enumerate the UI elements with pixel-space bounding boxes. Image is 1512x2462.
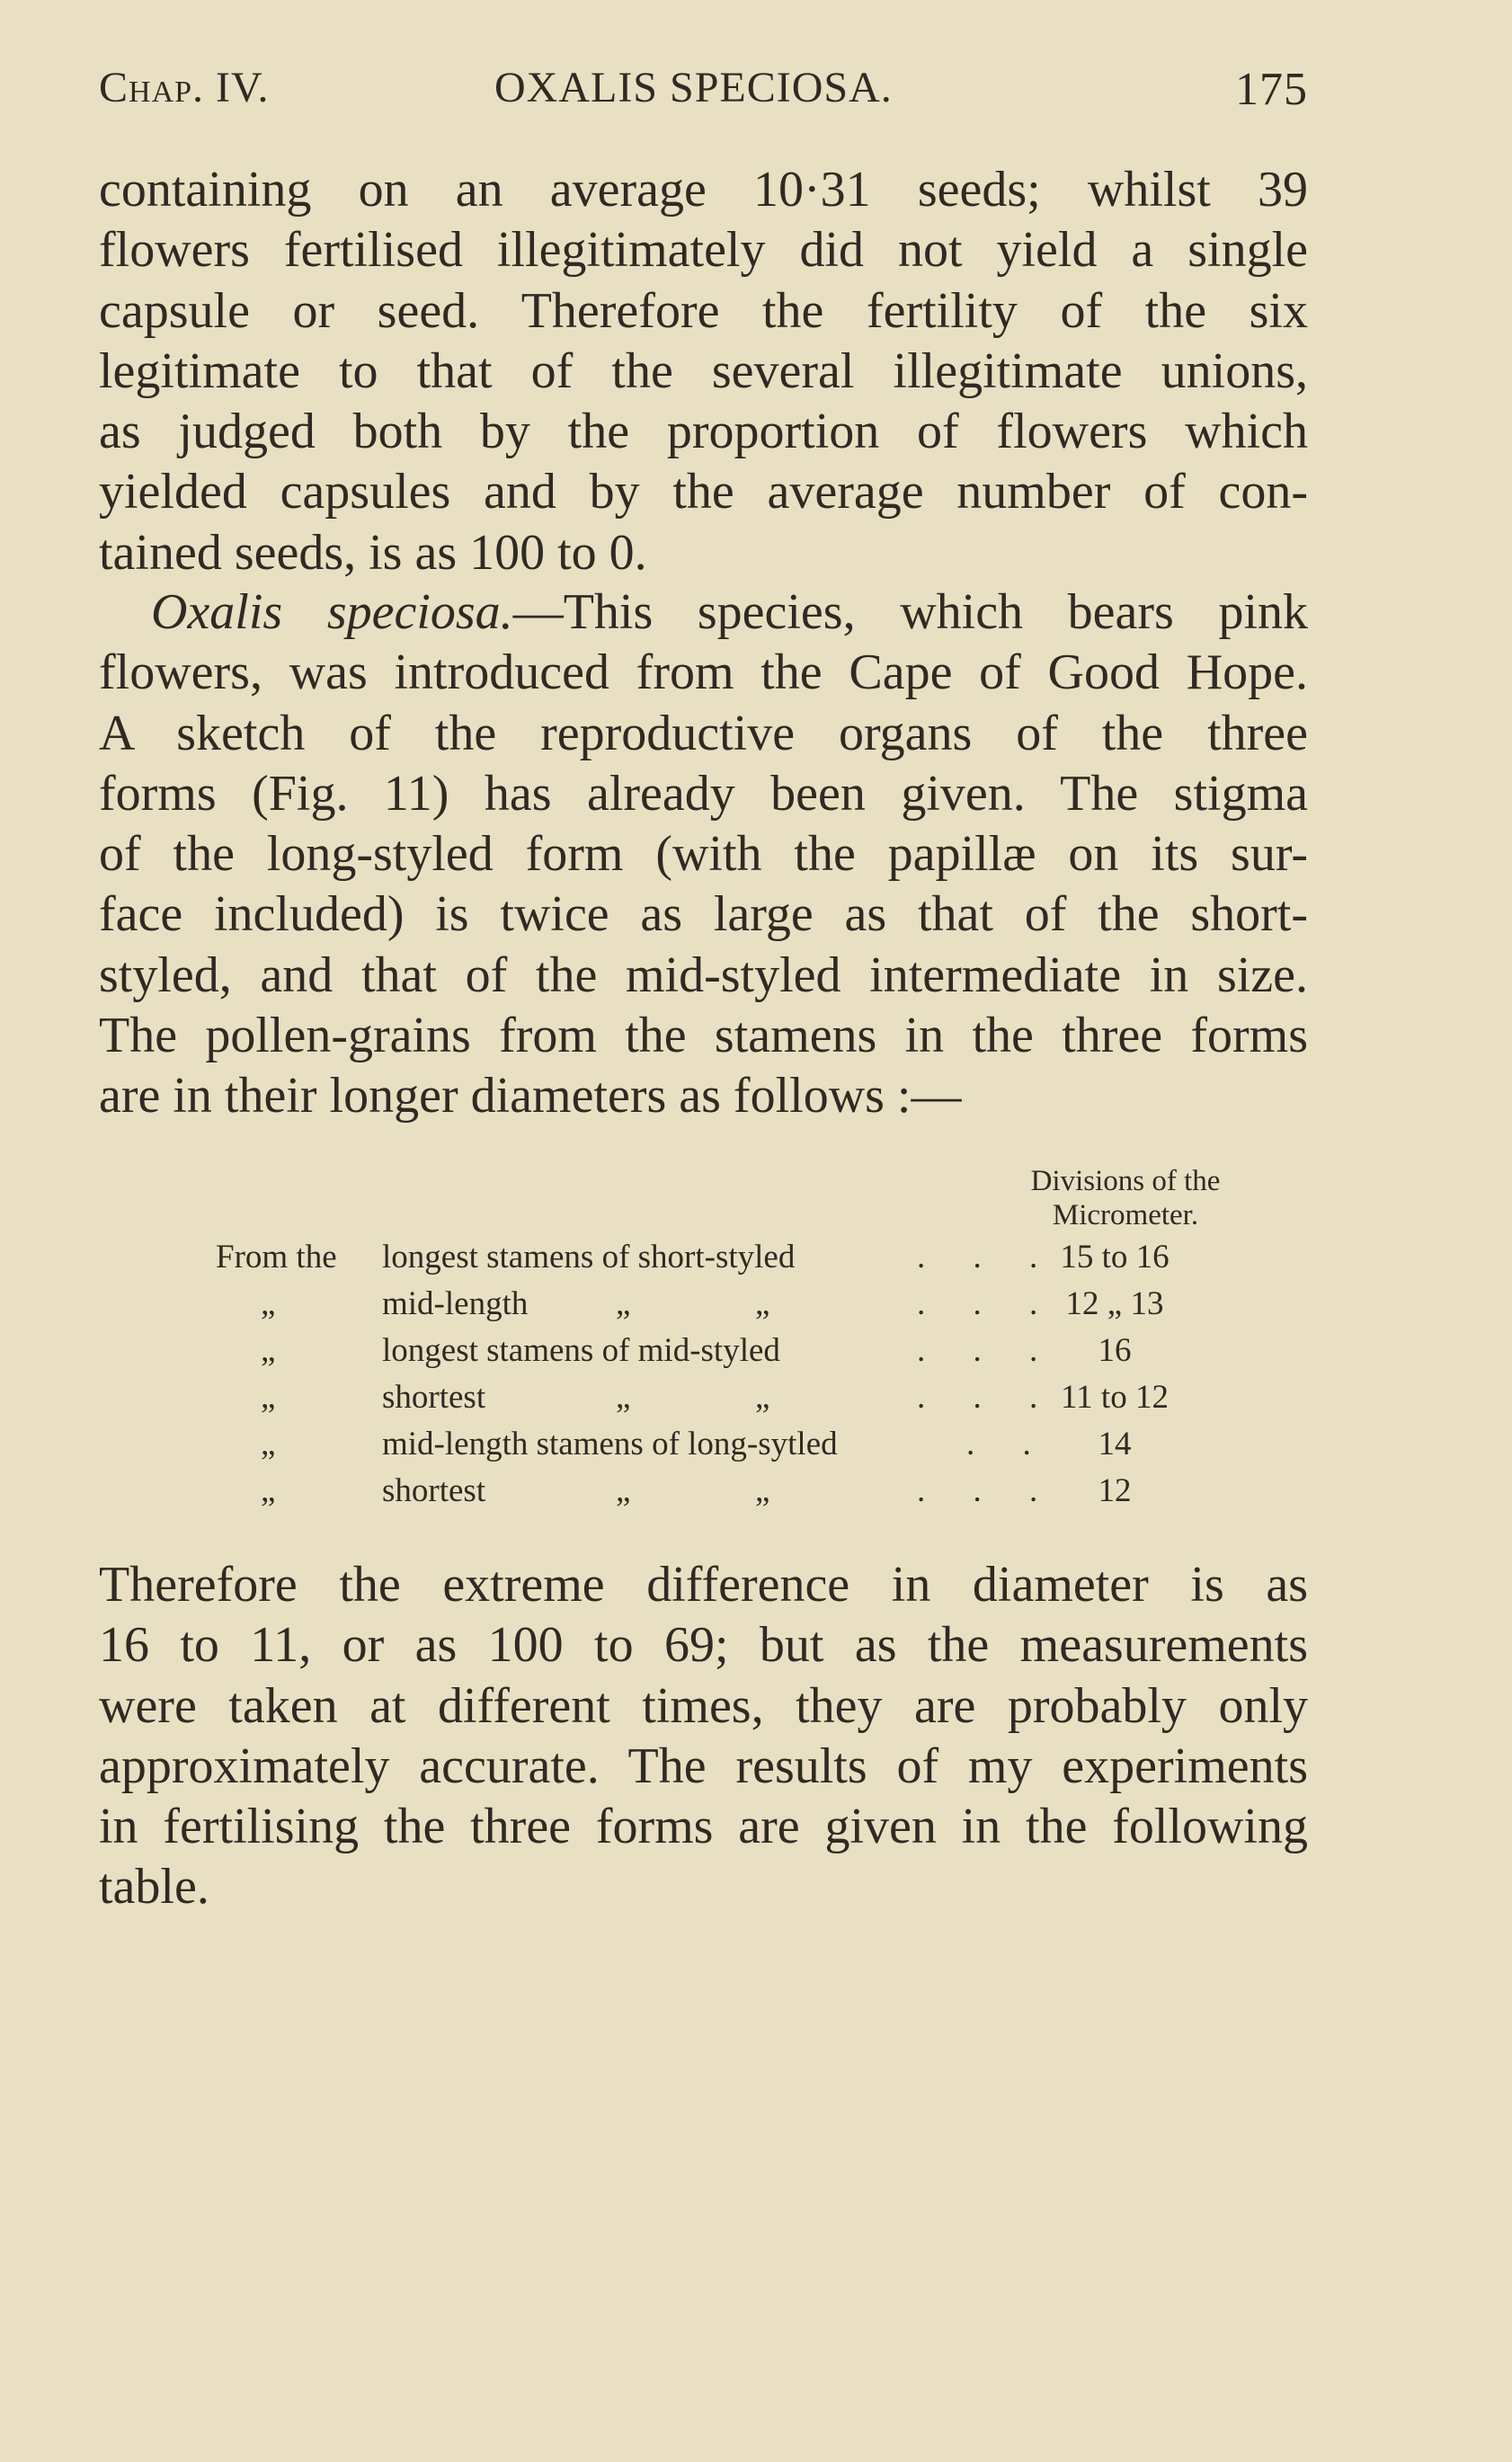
running-title: OXALIS SPECIOSA. [494,64,893,111]
text-line: of the long-styled form (with the papillæ on its sur- [99,826,1308,883]
ditto-mark: „ [755,1285,770,1322]
ditto-mark: „ [616,1285,631,1322]
text-line: tained seeds, is as 100 to 0. [99,524,647,581]
table-row [216,1238,1223,1283]
text-line: flowers fertilised illegitimately did not yield a single [99,222,1308,279]
table-row [216,1284,1223,1329]
ditto-mark: „ [261,1379,276,1416]
ditto-mark: „ [616,1379,631,1416]
leader-dots: . . . [917,1332,1058,1369]
row-prefix: From the [216,1239,337,1275]
text-line: yielded capsules and by the average number of con- [99,464,1308,520]
text-line: were taken at different times, they are probably only [99,1677,1308,1734]
text-line: table. [99,1859,209,1915]
text-line: The pollen-grains from the stamens in the three forms [99,1008,1308,1064]
text-line: are in their longer diameters as follows :— [99,1068,962,1124]
ditto-mark: „ [261,1426,276,1462]
leader-dots: . . . [917,1285,1058,1322]
table-row [216,1331,1223,1376]
ditto-mark: „ [616,1472,631,1509]
table-row [216,1471,1223,1516]
table-column-header [1009,1164,1242,1232]
row-value: 12 „ 13 [1065,1285,1164,1322]
text-line: Therefore the extreme difference in diameter is as [99,1557,1308,1613]
table-row [216,1425,1223,1470]
leader-dots: . . . [917,1379,1058,1416]
ditto-mark: „ [755,1472,770,1509]
text-line: in fertilising the three forms are given in the following [99,1799,1308,1855]
ditto-mark: „ [261,1285,276,1322]
text-fragment: —This species, which bears pink [512,584,1308,640]
text-line: approximately accurate. The results of my experiments [99,1738,1308,1794]
text-line: 16 to 11, or as 100 to 69; but as the measurements [99,1617,1308,1674]
text-line: containing on an average 10·31 seeds; whilst 39 [99,162,1308,218]
text-line: styled, and that of the mid-styled intermediate in size. [99,947,1308,1003]
header-line: Micrometer. [1052,1199,1199,1231]
leader-dots: . . . [917,1239,1058,1275]
species-name: Oxalis speciosa. [151,584,513,640]
text-line: as judged both by the proportion of flowers which [99,404,1308,460]
row-label: shortest [382,1379,486,1416]
paragraph-oxalis-speciosa [99,582,1308,1127]
ditto-mark: „ [755,1379,770,1416]
ditto-mark: „ [261,1332,276,1369]
paragraph-continuation [99,160,1308,583]
text-line: A sketch of the reproductive organs of the three [99,705,1308,761]
row-label: mid-length [382,1285,529,1322]
header-line: Divisions of the [1030,1165,1221,1197]
text-line: face included) is twice as large as that of the short- [99,886,1308,943]
leader-dots: . . . [917,1472,1058,1509]
row-value: 16 [1098,1332,1132,1369]
text-line: legitimate to that of the several illegitimate unions, [99,342,1308,399]
row-label: mid-length stamens of long-sytled [382,1426,838,1462]
text-line [99,582,1308,643]
page-number: 175 [1235,64,1308,115]
row-value: 14 [1098,1426,1132,1462]
text-line: capsule or seed. Therefore the fertility of the six [99,282,1308,339]
text-line: forms (Fig. 11) has already been given. The stigma [99,765,1308,822]
row-label: shortest [382,1472,486,1509]
row-label: longest stamens of mid-styled [382,1332,780,1369]
table-row [216,1378,1223,1423]
row-label: longest stamens of short-styled [382,1239,796,1275]
row-value: 11 to 12 [1061,1379,1169,1416]
leader-dots: . . [966,1426,1051,1462]
ditto-mark: „ [261,1472,276,1509]
text-line: flowers, was introduced from the Cape of Good Hope. [99,644,1308,701]
row-value: 15 to 16 [1060,1239,1170,1275]
chapter-label: Chap. IV. [99,64,270,111]
paragraph-conclusion [99,1555,1308,1918]
row-value: 12 [1098,1472,1132,1509]
running-header [99,63,1308,126]
